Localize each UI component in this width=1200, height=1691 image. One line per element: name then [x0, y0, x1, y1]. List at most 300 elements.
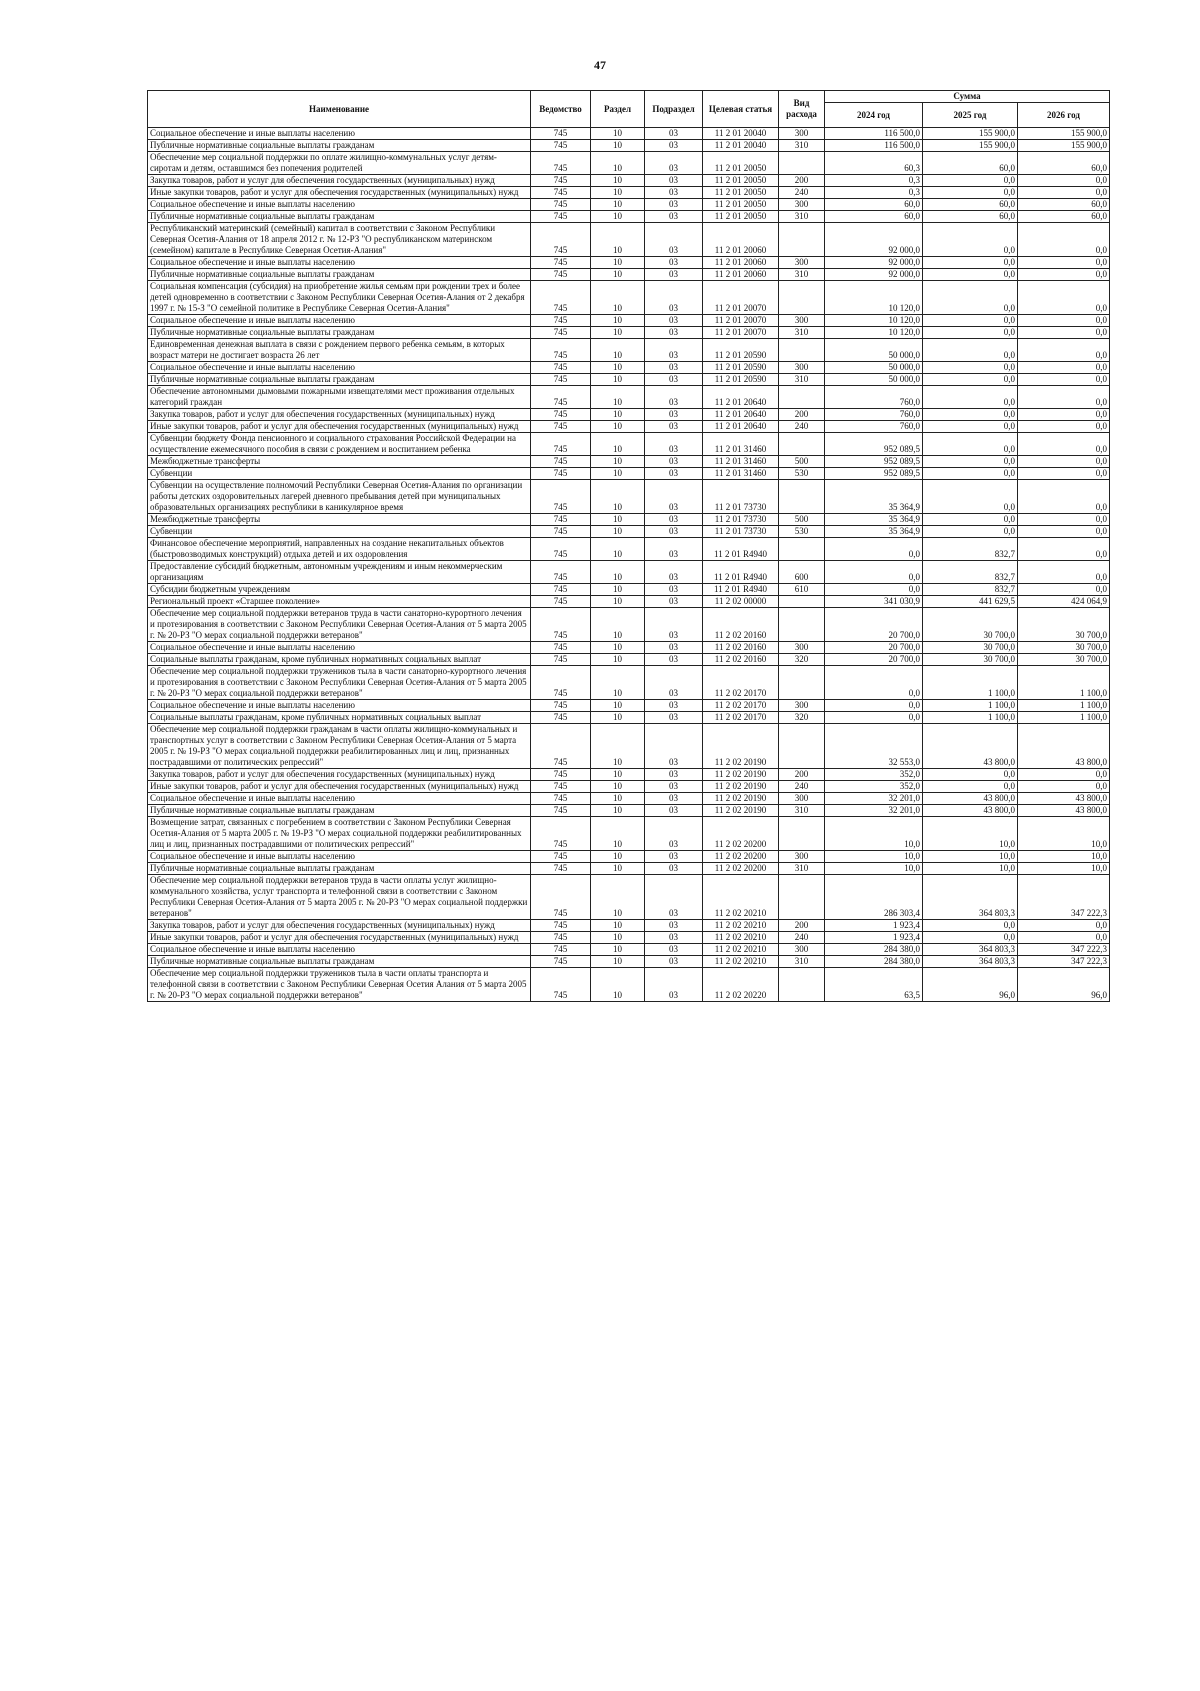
row-target: 11 2 02 20210 — [703, 920, 779, 932]
row-subsection: 03 — [645, 199, 703, 211]
row-2024: 0,0 — [825, 700, 923, 712]
row-target: 11 2 01 31460 — [703, 468, 779, 480]
row-2024: 760,0 — [825, 386, 923, 409]
row-subsection: 03 — [645, 642, 703, 654]
row-2026: 0,0 — [1018, 781, 1110, 793]
row-target: 11 2 01 31460 — [703, 456, 779, 468]
row-2024: 92 000,0 — [825, 257, 923, 269]
row-2025: 0,0 — [923, 920, 1018, 932]
row-subsection: 03 — [645, 456, 703, 468]
row-subsection: 03 — [645, 584, 703, 596]
row-dept: 745 — [531, 666, 591, 700]
row-subsection: 03 — [645, 433, 703, 456]
row-2024: 10,0 — [825, 851, 923, 863]
row-section: 10 — [591, 362, 645, 374]
row-2024: 1 923,4 — [825, 932, 923, 944]
row-section: 10 — [591, 526, 645, 538]
table-row — [148, 781, 1110, 793]
row-target: 11 2 01 20050 — [703, 175, 779, 187]
row-2025: 1 100,0 — [923, 666, 1018, 700]
row-2025: 60,0 — [923, 211, 1018, 223]
row-2026: 347 222,3 — [1018, 944, 1110, 956]
row-subsection: 03 — [645, 152, 703, 175]
row-kind: 300 — [779, 362, 825, 374]
row-subsection: 03 — [645, 968, 703, 1002]
row-dept: 745 — [531, 781, 591, 793]
row-target: 11 2 02 20190 — [703, 805, 779, 817]
row-2024: 341 030,9 — [825, 596, 923, 608]
table-row — [148, 128, 1110, 140]
row-section: 10 — [591, 433, 645, 456]
row-section: 10 — [591, 561, 645, 584]
row-kind: 300 — [779, 642, 825, 654]
row-2025: 0,0 — [923, 386, 1018, 409]
row-section: 10 — [591, 409, 645, 421]
row-2025: 364 803,3 — [923, 875, 1018, 920]
table-row — [148, 538, 1110, 561]
row-subsection: 03 — [645, 386, 703, 409]
row-2025: 1 100,0 — [923, 712, 1018, 724]
row-subsection: 03 — [645, 223, 703, 257]
table-row — [148, 433, 1110, 456]
row-2025: 30 700,0 — [923, 642, 1018, 654]
row-target: 11 2 01 20640 — [703, 386, 779, 409]
table-body — [148, 128, 1110, 1002]
row-subsection: 03 — [645, 281, 703, 315]
row-target: 11 2 01 73730 — [703, 514, 779, 526]
row-name: Обеспечение мер социальной поддержки тружеников тыла в части санаторно-курортного лечения и протезирования в соответствии с Законом Республики Северная Осетия-Алания от 5 марта 2005 г. № 20-РЗ "О мерах социальной поддержки ветеранов" — [148, 666, 531, 700]
row-subsection: 03 — [645, 175, 703, 187]
row-section: 10 — [591, 456, 645, 468]
row-subsection: 03 — [645, 712, 703, 724]
row-2024: 952 089,5 — [825, 433, 923, 456]
row-subsection: 03 — [645, 315, 703, 327]
header-dept: Ведомство — [531, 91, 591, 128]
table-row — [148, 175, 1110, 187]
row-section: 10 — [591, 128, 645, 140]
row-kind: 310 — [779, 211, 825, 223]
row-2026: 0,0 — [1018, 468, 1110, 480]
row-2024: 20 700,0 — [825, 642, 923, 654]
row-2024: 284 380,0 — [825, 944, 923, 956]
row-name: Региональный проект «Старшее поколение» — [148, 596, 531, 608]
row-2025: 60,0 — [923, 152, 1018, 175]
row-kind: 530 — [779, 468, 825, 480]
row-subsection: 03 — [645, 956, 703, 968]
row-kind — [779, 968, 825, 1002]
row-target: 11 2 01 20070 — [703, 315, 779, 327]
row-2026: 0,0 — [1018, 187, 1110, 199]
row-dept: 745 — [531, 944, 591, 956]
row-2026: 60,0 — [1018, 199, 1110, 211]
row-2024: 760,0 — [825, 421, 923, 433]
row-kind: 300 — [779, 793, 825, 805]
row-2025: 0,0 — [923, 339, 1018, 362]
header-2025: 2025 год — [923, 103, 1018, 128]
row-name: Публичные нормативные социальные выплаты гражданам — [148, 140, 531, 152]
row-name: Публичные нормативные социальные выплаты гражданам — [148, 374, 531, 386]
row-target: 11 2 02 20190 — [703, 724, 779, 769]
row-2025: 0,0 — [923, 409, 1018, 421]
row-name: Публичные нормативные социальные выплаты гражданам — [148, 956, 531, 968]
row-2026: 0,0 — [1018, 584, 1110, 596]
row-section: 10 — [591, 211, 645, 223]
row-target: 11 2 01 20070 — [703, 327, 779, 339]
row-name: Иные закупки товаров, работ и услуг для обеспечения государственных (муниципальных) нужд — [148, 421, 531, 433]
row-section: 10 — [591, 944, 645, 956]
row-subsection: 03 — [645, 561, 703, 584]
row-2024: 0,0 — [825, 584, 923, 596]
row-dept: 745 — [531, 223, 591, 257]
row-dept: 745 — [531, 269, 591, 281]
row-section: 10 — [591, 175, 645, 187]
row-2026: 347 222,3 — [1018, 875, 1110, 920]
row-name: Социальное обеспечение и иные выплаты населению — [148, 199, 531, 211]
row-2025: 43 800,0 — [923, 805, 1018, 817]
table-row — [148, 362, 1110, 374]
row-section: 10 — [591, 468, 645, 480]
row-2025: 0,0 — [923, 480, 1018, 514]
table-row — [148, 211, 1110, 223]
row-subsection: 03 — [645, 863, 703, 875]
row-kind: 310 — [779, 140, 825, 152]
row-2025: 0,0 — [923, 421, 1018, 433]
row-section: 10 — [591, 596, 645, 608]
row-2025: 0,0 — [923, 468, 1018, 480]
row-2026: 0,0 — [1018, 920, 1110, 932]
budget-table — [147, 90, 1110, 1002]
row-target: 11 2 02 20170 — [703, 712, 779, 724]
row-kind: 240 — [779, 187, 825, 199]
table-row — [148, 480, 1110, 514]
row-name: Обеспечение мер социальной поддержки по оплате жилищно-коммунальных услуг детям-сиротам и детям, оставшимся без попечения родителей — [148, 152, 531, 175]
row-2024: 50 000,0 — [825, 362, 923, 374]
row-2026: 96,0 — [1018, 968, 1110, 1002]
table-row — [148, 793, 1110, 805]
row-target: 11 2 02 20170 — [703, 666, 779, 700]
row-dept: 745 — [531, 281, 591, 315]
row-subsection: 03 — [645, 805, 703, 817]
table-row — [148, 666, 1110, 700]
row-2024: 63,5 — [825, 968, 923, 1002]
row-2024: 20 700,0 — [825, 608, 923, 642]
row-2026: 30 700,0 — [1018, 654, 1110, 666]
row-kind — [779, 724, 825, 769]
row-2025: 0,0 — [923, 514, 1018, 526]
row-dept: 745 — [531, 608, 591, 642]
row-name: Субвенции бюджету Фонда пенсионного и социального страхования Российской Федерации на осуществление ежемесячного пособия в связи с рождением и воспитанием ребенка — [148, 433, 531, 456]
table-row — [148, 374, 1110, 386]
row-kind: 200 — [779, 769, 825, 781]
row-dept: 745 — [531, 257, 591, 269]
row-section: 10 — [591, 140, 645, 152]
row-name: Публичные нормативные социальные выплаты гражданам — [148, 863, 531, 875]
row-name: Межбюджетные трансферты — [148, 514, 531, 526]
row-dept: 745 — [531, 456, 591, 468]
row-kind: 610 — [779, 584, 825, 596]
row-name: Обеспечение мер социальной поддержки тружеников тыла в части оплаты транспорта и телефонной связи в соответствии с Законом Республики Северная Осетия Алания от 5 марта 2005 г. № 20-РЗ "О мерах социальной поддержки ветеранов" — [148, 968, 531, 1002]
row-target: 11 2 02 20210 — [703, 875, 779, 920]
row-name: Обеспечение автономными дымовыми пожарными извещателями мест проживания отдельных категорий граждан — [148, 386, 531, 409]
row-subsection: 03 — [645, 538, 703, 561]
row-dept: 745 — [531, 362, 591, 374]
row-section: 10 — [591, 223, 645, 257]
row-2024: 352,0 — [825, 769, 923, 781]
row-2026: 1 100,0 — [1018, 700, 1110, 712]
row-kind — [779, 281, 825, 315]
row-kind: 200 — [779, 409, 825, 421]
row-kind: 300 — [779, 315, 825, 327]
row-target: 11 2 01 20590 — [703, 339, 779, 362]
table-row — [148, 223, 1110, 257]
row-name: Публичные нормативные социальные выплаты гражданам — [148, 805, 531, 817]
row-2024: 32 201,0 — [825, 805, 923, 817]
row-target: 11 2 01 R4940 — [703, 561, 779, 584]
row-target: 11 2 01 73730 — [703, 480, 779, 514]
row-target: 11 2 02 20190 — [703, 781, 779, 793]
row-target: 11 2 01 73730 — [703, 526, 779, 538]
row-section: 10 — [591, 315, 645, 327]
row-dept: 745 — [531, 932, 591, 944]
row-2026: 0,0 — [1018, 386, 1110, 409]
row-2025: 0,0 — [923, 269, 1018, 281]
row-dept: 745 — [531, 654, 591, 666]
row-2024: 0,0 — [825, 666, 923, 700]
row-section: 10 — [591, 863, 645, 875]
row-name: Финансовое обеспечение мероприятий, направленных на создание некапитальных объектов (быстровозводимых конструкций) отдыха детей и их оздоровления — [148, 538, 531, 561]
row-subsection: 03 — [645, 700, 703, 712]
row-2025: 0,0 — [923, 281, 1018, 315]
row-section: 10 — [591, 386, 645, 409]
table-row — [148, 281, 1110, 315]
row-2026: 0,0 — [1018, 315, 1110, 327]
table-row — [148, 187, 1110, 199]
row-name: Единовременная денежная выплата в связи с рождением первого ребенка семьям, в которых возраст матери не достигает возраста 26 лет — [148, 339, 531, 362]
row-dept: 745 — [531, 956, 591, 968]
row-kind — [779, 817, 825, 851]
row-2024: 116 500,0 — [825, 128, 923, 140]
row-target: 11 2 02 20210 — [703, 944, 779, 956]
row-2026: 155 900,0 — [1018, 128, 1110, 140]
row-2024: 32 553,0 — [825, 724, 923, 769]
row-2025: 0,0 — [923, 315, 1018, 327]
row-target: 11 2 01 20050 — [703, 199, 779, 211]
row-2025: 832,7 — [923, 584, 1018, 596]
row-name: Закупка товаров, работ и услуг для обеспечения государственных (муниципальных) нужд — [148, 175, 531, 187]
row-2024: 60,3 — [825, 152, 923, 175]
row-dept: 745 — [531, 851, 591, 863]
row-2025: 0,0 — [923, 223, 1018, 257]
table-row — [148, 514, 1110, 526]
row-name: Возмещение затрат, связанных с погребением в соответствии с Законом Республики Северная Осетия-Алания от 5 марта 2005 г. № 19-РЗ "О мерах социальной поддержки реабилитированных лиц и лиц, признанных пострадавшими от политических репрессий" — [148, 817, 531, 851]
row-2024: 92 000,0 — [825, 223, 923, 257]
row-kind — [779, 538, 825, 561]
row-kind: 300 — [779, 199, 825, 211]
table-row — [148, 339, 1110, 362]
row-section: 10 — [591, 269, 645, 281]
header-sum: Сумма — [825, 91, 1110, 103]
table-row — [148, 968, 1110, 1002]
row-2025: 0,0 — [923, 257, 1018, 269]
row-name: Субвенции — [148, 468, 531, 480]
row-2025: 0,0 — [923, 187, 1018, 199]
row-kind: 300 — [779, 700, 825, 712]
row-target: 11 2 01 20060 — [703, 257, 779, 269]
row-name: Социальное обеспечение и иные выплаты населению — [148, 315, 531, 327]
row-subsection: 03 — [645, 920, 703, 932]
row-name: Иные закупки товаров, работ и услуг для обеспечения государственных (муниципальных) нужд — [148, 187, 531, 199]
row-dept: 745 — [531, 374, 591, 386]
row-target: 11 2 01 20050 — [703, 152, 779, 175]
row-name: Межбюджетные трансферты — [148, 456, 531, 468]
table-row — [148, 421, 1110, 433]
table-row — [148, 700, 1110, 712]
row-section: 10 — [591, 920, 645, 932]
table-row — [148, 386, 1110, 409]
table-row — [148, 152, 1110, 175]
table-row — [148, 817, 1110, 851]
table-row — [148, 561, 1110, 584]
row-2026: 0,0 — [1018, 561, 1110, 584]
row-kind: 300 — [779, 128, 825, 140]
row-2026: 0,0 — [1018, 769, 1110, 781]
row-subsection: 03 — [645, 187, 703, 199]
row-kind — [779, 608, 825, 642]
row-2024: 92 000,0 — [825, 269, 923, 281]
row-name: Республиканский материнский (семейный) капитал в соответствии с Законом Республики Северная Осетия-Алания от 18 апреля 2012 г. № 12-РЗ "О республиканском материнском (семейном) капитале в Республике Северная Осетия-Алания" — [148, 223, 531, 257]
row-dept: 745 — [531, 817, 591, 851]
row-2026: 0,0 — [1018, 538, 1110, 561]
table-row — [148, 140, 1110, 152]
row-2025: 43 800,0 — [923, 724, 1018, 769]
header-name: Наименование — [148, 91, 531, 128]
row-dept: 745 — [531, 724, 591, 769]
row-target: 11 2 01 20640 — [703, 409, 779, 421]
row-dept: 745 — [531, 863, 591, 875]
row-target: 11 2 02 20160 — [703, 642, 779, 654]
row-kind: 600 — [779, 561, 825, 584]
table-row — [148, 199, 1110, 211]
row-2024: 0,3 — [825, 187, 923, 199]
row-2024: 1 923,4 — [825, 920, 923, 932]
row-section: 10 — [591, 875, 645, 920]
row-name: Социальные выплаты гражданам, кроме публичных нормативных социальных выплат — [148, 654, 531, 666]
header-2026: 2026 год — [1018, 103, 1110, 128]
row-2024: 0,3 — [825, 175, 923, 187]
row-2026: 0,0 — [1018, 480, 1110, 514]
table-row — [148, 315, 1110, 327]
row-kind: 300 — [779, 851, 825, 863]
table-row — [148, 596, 1110, 608]
row-dept: 745 — [531, 327, 591, 339]
row-kind — [779, 223, 825, 257]
table-row — [148, 608, 1110, 642]
row-name: Обеспечение мер социальной поддержки ветеранов труда в части оплаты услуг жилищно-коммунального хозяйства, услуг транспорта и телефонной связи в соответствии с Законом Республики Северная Осетия-Алания от 5 марта 2005 г. № 20-РЗ "О мерах социальной поддержки ветеранов" — [148, 875, 531, 920]
row-2024: 0,0 — [825, 538, 923, 561]
row-2025: 0,0 — [923, 526, 1018, 538]
row-subsection: 03 — [645, 339, 703, 362]
row-subsection: 03 — [645, 327, 703, 339]
table-row — [148, 805, 1110, 817]
row-dept: 745 — [531, 409, 591, 421]
row-target: 11 2 01 20050 — [703, 211, 779, 223]
row-2026: 43 800,0 — [1018, 724, 1110, 769]
row-subsection: 03 — [645, 514, 703, 526]
row-2025: 1 100,0 — [923, 700, 1018, 712]
row-kind — [779, 875, 825, 920]
row-name: Публичные нормативные социальные выплаты гражданам — [148, 269, 531, 281]
row-dept: 745 — [531, 480, 591, 514]
row-2026: 0,0 — [1018, 409, 1110, 421]
row-dept: 745 — [531, 514, 591, 526]
row-2025: 60,0 — [923, 199, 1018, 211]
row-2026: 0,0 — [1018, 421, 1110, 433]
row-2026: 0,0 — [1018, 269, 1110, 281]
row-subsection: 03 — [645, 269, 703, 281]
row-dept: 745 — [531, 596, 591, 608]
row-dept: 745 — [531, 712, 591, 724]
row-kind: 500 — [779, 514, 825, 526]
row-dept: 745 — [531, 805, 591, 817]
row-2026: 0,0 — [1018, 514, 1110, 526]
row-2026: 10,0 — [1018, 817, 1110, 851]
row-name: Предоставление субсидий бюджетным, автономным учреждениям и иным некоммерческим организациям — [148, 561, 531, 584]
table-row — [148, 851, 1110, 863]
row-dept: 745 — [531, 315, 591, 327]
row-section: 10 — [591, 257, 645, 269]
row-2025: 364 803,3 — [923, 944, 1018, 956]
row-kind — [779, 339, 825, 362]
row-2025: 0,0 — [923, 362, 1018, 374]
row-name: Социальное обеспечение и иные выплаты населению — [148, 362, 531, 374]
row-section: 10 — [591, 712, 645, 724]
row-2025: 155 900,0 — [923, 128, 1018, 140]
row-target: 11 2 02 20190 — [703, 769, 779, 781]
row-target: 11 2 01 20050 — [703, 187, 779, 199]
row-2025: 0,0 — [923, 456, 1018, 468]
row-target: 11 2 02 20190 — [703, 793, 779, 805]
table-row — [148, 642, 1110, 654]
row-kind: 240 — [779, 781, 825, 793]
row-2026: 60,0 — [1018, 152, 1110, 175]
row-section: 10 — [591, 793, 645, 805]
row-2025: 441 629,5 — [923, 596, 1018, 608]
row-dept: 745 — [531, 128, 591, 140]
row-name: Социальное обеспечение и иные выплаты населению — [148, 257, 531, 269]
row-subsection: 03 — [645, 211, 703, 223]
row-kind — [779, 386, 825, 409]
table-row — [148, 932, 1110, 944]
row-dept: 745 — [531, 875, 591, 920]
row-2026: 347 222,3 — [1018, 956, 1110, 968]
row-subsection: 03 — [645, 140, 703, 152]
row-kind: 300 — [779, 944, 825, 956]
row-section: 10 — [591, 514, 645, 526]
row-2026: 43 800,0 — [1018, 805, 1110, 817]
row-2024: 35 364,9 — [825, 480, 923, 514]
row-subsection: 03 — [645, 480, 703, 514]
row-2024: 284 380,0 — [825, 956, 923, 968]
row-target: 11 2 02 20160 — [703, 654, 779, 666]
row-name: Публичные нормативные социальные выплаты гражданам — [148, 211, 531, 223]
row-subsection: 03 — [645, 944, 703, 956]
row-2026: 0,0 — [1018, 433, 1110, 456]
row-section: 10 — [591, 327, 645, 339]
row-2024: 952 089,5 — [825, 468, 923, 480]
row-subsection: 03 — [645, 851, 703, 863]
row-dept: 745 — [531, 175, 591, 187]
row-section: 10 — [591, 339, 645, 362]
